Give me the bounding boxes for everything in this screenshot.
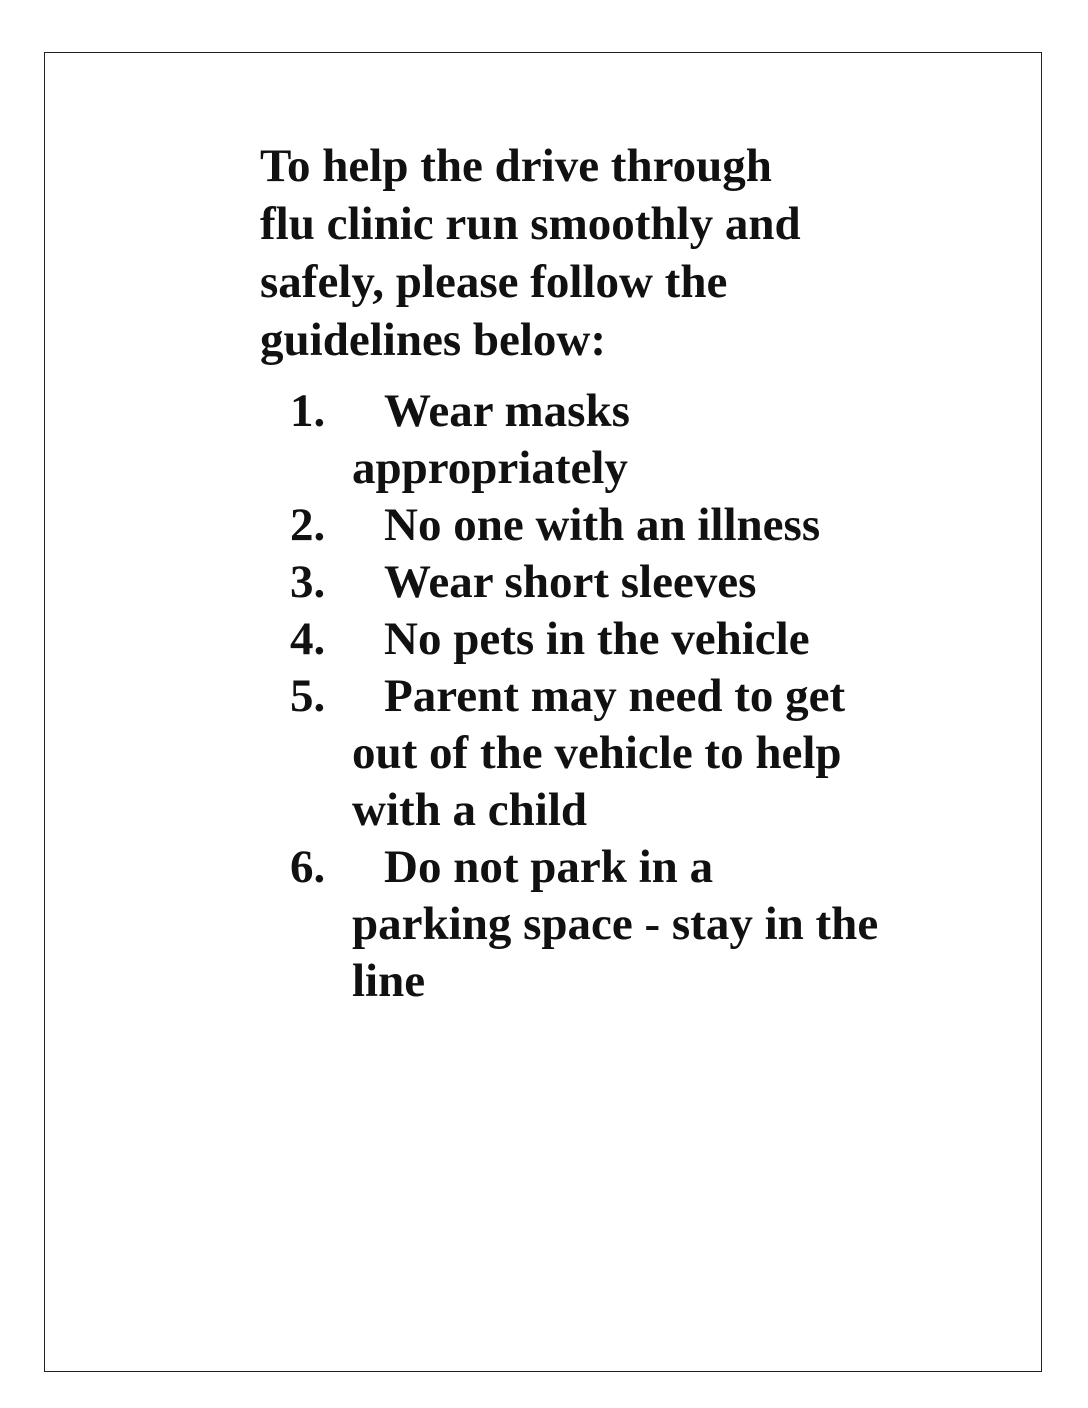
guideline-number: 4. (290, 613, 326, 665)
guideline-item-3 (290, 554, 880, 611)
guideline-item-1 (290, 383, 880, 497)
guideline-text: Parent may need to get out of the vehicle to help with a child (352, 670, 846, 836)
guidelines-list (260, 383, 880, 1010)
guideline-item-2 (290, 497, 880, 554)
guideline-number: 2. (290, 499, 326, 551)
intro-line: To help the drive through (260, 140, 772, 192)
guideline-number: 5. (290, 670, 326, 722)
guideline-text: No pets in the vehicle (384, 613, 810, 665)
guideline-text: No one with an illness (384, 499, 821, 551)
guideline-text: Wear masks appropriately (352, 385, 630, 494)
guideline-item-6 (290, 839, 880, 1010)
guideline-item-4 (290, 611, 880, 668)
notice-content (260, 137, 880, 1010)
guideline-number: 3. (290, 556, 326, 608)
guideline-item-5 (290, 668, 880, 839)
intro-line: flu clinic run smoothly and (260, 198, 801, 250)
intro-paragraph (260, 137, 880, 369)
intro-line: safely, please follow the (260, 256, 728, 308)
guideline-number: 1. (290, 385, 326, 437)
guideline-text: Do not park in a parking space - stay in the line (352, 841, 879, 1007)
guideline-number: 6. (290, 841, 326, 893)
intro-line: guidelines below: (260, 314, 607, 366)
guideline-text: Wear short sleeves (384, 556, 757, 608)
